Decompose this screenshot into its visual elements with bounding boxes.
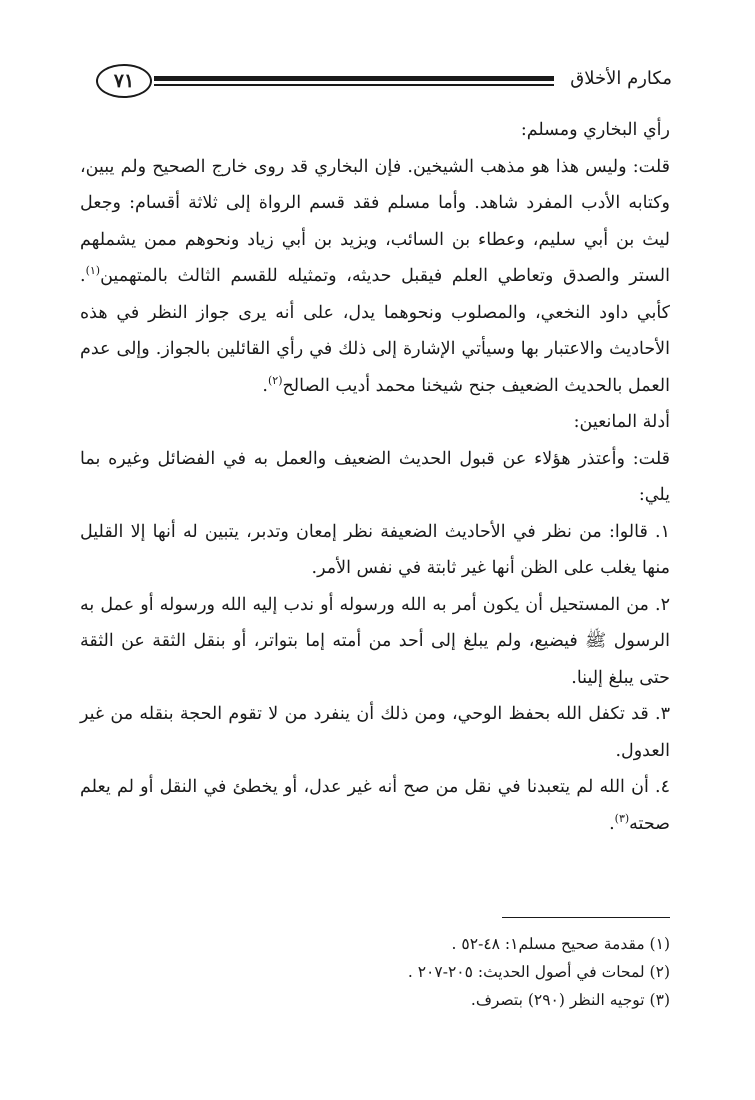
list-item-4-end: . [609, 813, 615, 834]
paragraph-1 [80, 149, 670, 405]
main-text [80, 112, 670, 842]
paragraph-2: قلت: وأعتذر هؤلاء عن قبول الحديث الضعيف والعمل به في الفضائل وغيره بما يلي: [80, 448, 670, 505]
page-number: ٧١ [113, 70, 135, 92]
footnote-2: (٢) لمحات في أصول الحديث: ٢٠٥-٢٠٧ . [407, 963, 670, 981]
footnote-1: (١) مقدمة صحيح مسلم١: ٤٨-٥٢ . [451, 935, 670, 953]
list-item-2: ٢. من المستحيل أن يكون أمر به الله ورسوله أو ندب إليه الله ورسوله أو عمل به الرسول ﷺ فيضيع، ولم يبلغ إلى أحد من أمته إما بتواتر، أو بنقل الثقة عن الثقة حتى يبلغ إلينا. [80, 594, 670, 688]
page-number-badge [96, 64, 152, 98]
footnote-ref-3: (٣) [614, 811, 630, 825]
paragraph-1-end: . [262, 375, 268, 396]
paragraph-1-text-a: قلت: وليس هذا هو مذهب الشيخين. فإن البخاري قد روى خارج الصحيح ولم يبين، وكتابه الأدب المفرد شاهد. وأما مسلم فقد قسم الرواة إلى ثلاثة أقسام: وجعل ليث بن أبي سليم، وعطاء بن السائب، ويزيد بن أبي زياد ونحوهم ممن يشملهم الستر والصدق وتعاطي العلم فيقبل حديثه، وتمثيله للقسم الثالث بالمتهمين [80, 156, 670, 286]
list-item-4-text: ٤. أن الله لم يتعبدنا في نقل من صح أنه غير عدل، أو يخطئ في النقل أو لم يعلم صحته [80, 777, 670, 834]
list-item-4 [80, 769, 670, 842]
intro-line: رأي البخاري ومسلم: [520, 120, 670, 140]
list-item-1: ١. قالوا: من نظر في الأحاديث الضعيفة نظر إمعان وتدبر، يتبين له أنها إلا القليل منها يغلب على الظن أنها غير ثابتة في نفس الأمر. [80, 521, 670, 578]
footnote-ref-2: (٢) [267, 373, 283, 387]
list-item-3: ٣. قد تكفل الله بحفظ الوحي، ومن ذلك أن ينفرد من لا تقوم الحجة بنقله من غير العدول. [80, 704, 670, 761]
page-header [96, 62, 672, 102]
footnote-3: (٣) توجيه النظر (٢٩٠) بتصرف. [470, 991, 670, 1009]
paragraph-1-text-b: . كأبي داود النخعي، والمصلوب ونحوهما يدل، على أنه يرى جواز النظر في هذه الأحاديث والاعتبار بها وسيأتي الإشارة إلى ذلك في رأي القائلين بالجواز. وإلى عدم العمل بالحديث الضعيف جنح شيخنا محمد أديب الصالح [80, 266, 670, 396]
footnote-separator [502, 917, 670, 918]
footnotes [80, 930, 670, 1014]
section-heading: أدلة المانعين: [573, 412, 670, 432]
running-title: مكارم الأخلاق [570, 68, 672, 89]
header-rule-thick [154, 76, 554, 81]
header-rule-thin [154, 84, 554, 86]
footnote-ref-1: (١) [85, 264, 101, 278]
